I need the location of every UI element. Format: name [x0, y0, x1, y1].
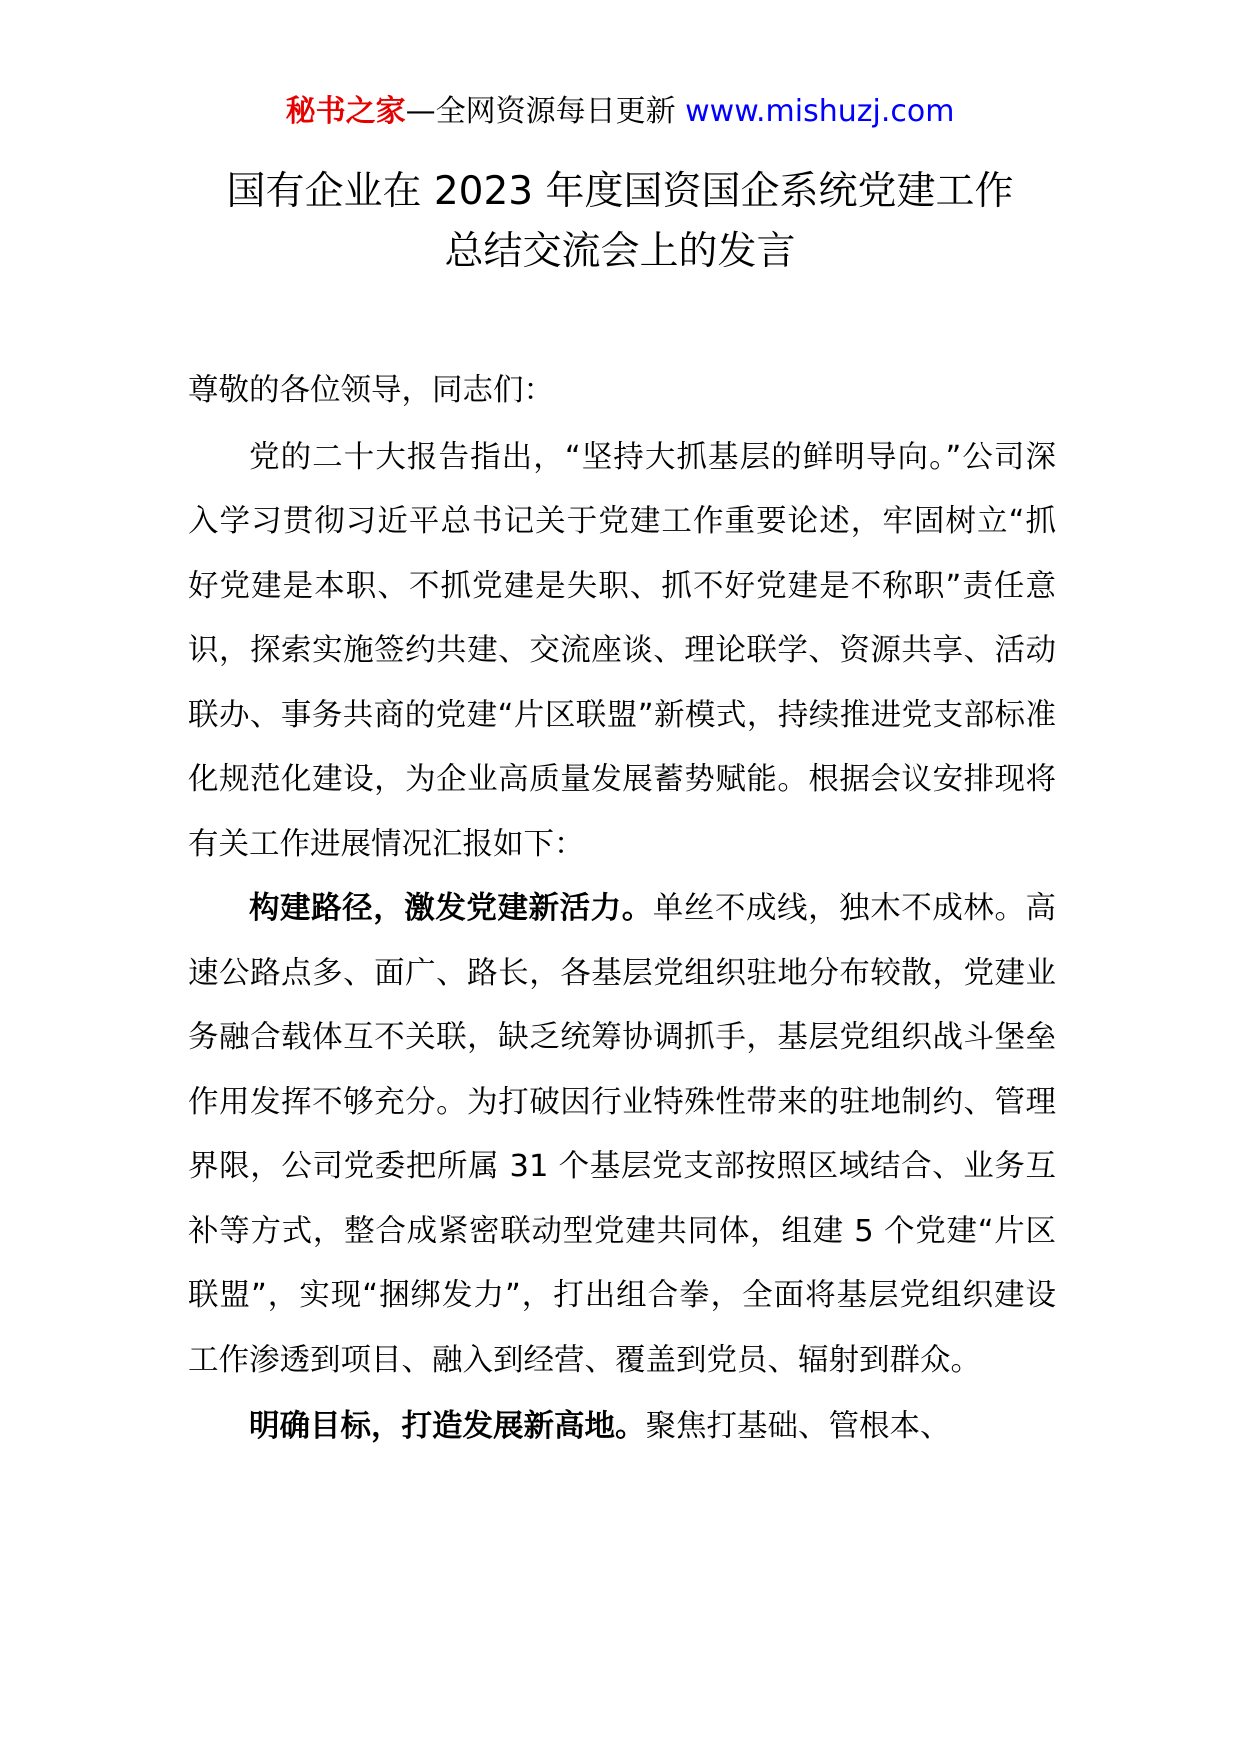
paragraph-2-text: 单丝不成线，独木不成林。高速公路点多、面广、路长，各基层党组织驻地分布较散，党建业务融合载体互不关联，缺乏统筹协调抓手，基层党组织战斗堡垒作用发挥不够充分。为打破因行业特殊性带来的驻地制约、管理界限，公司党委把所属 31 个基层党支部按照区域结合、业务互补等方式，整合成紧密联动型党建共同体，组建 5 个党建“片区联盟”，实现“捆绑发力”，打出组合拳，全面将基层党组织建设工作渗透到项目、融入到经营、覆盖到党员、辐射到群众。 — [188, 891, 1057, 1378]
document-title-line-2: 总结交流会上的发言 — [444, 229, 796, 274]
document-body — [188, 359, 1056, 1460]
paragraph-3-lead: 明确目标，打造发展新高地。 — [249, 1409, 646, 1444]
paragraph-2-lead: 构建路径，激发党建新活力。 — [249, 891, 653, 926]
document-title — [0, 162, 1240, 282]
body-paragraph-2 — [188, 877, 1056, 1393]
site-brand: 秘书之家 — [285, 94, 406, 129]
site-header — [0, 92, 1240, 132]
paragraph-3-text: 聚焦打基础、管根本、 — [645, 1409, 951, 1444]
document-title-line-1: 国有企业在 2023 年度国资国企系统党建工作 — [226, 169, 1014, 214]
paragraph-1-text: 党的二十大报告指出，“坚持大抓基层的鲜明导向。”公司深入学习贯彻习近平总书记关于党建工作重要论述，牢固树立“抓好党建是本职、不抓党建是失职、抓不好党建是不称职”责任意识，探索实施签约共建、交流座谈、理论联学、资源共享、活动联办、事务共商的党建“片区联盟”新模式，持续推进党支部标准化规范化建设，为企业高质量发展蓄势赋能。根据会议安排现将有关工作进展情况汇报如下： — [188, 439, 1056, 862]
body-paragraph-1 — [188, 426, 1056, 878]
salutation: 尊敬的各位领导，同志们： — [188, 373, 554, 408]
site-url-link[interactable]: www.mishuzj.com — [685, 94, 955, 129]
body-paragraph-3 — [188, 1395, 1056, 1460]
site-tagline: —全网资源每日更新 — [405, 94, 676, 129]
